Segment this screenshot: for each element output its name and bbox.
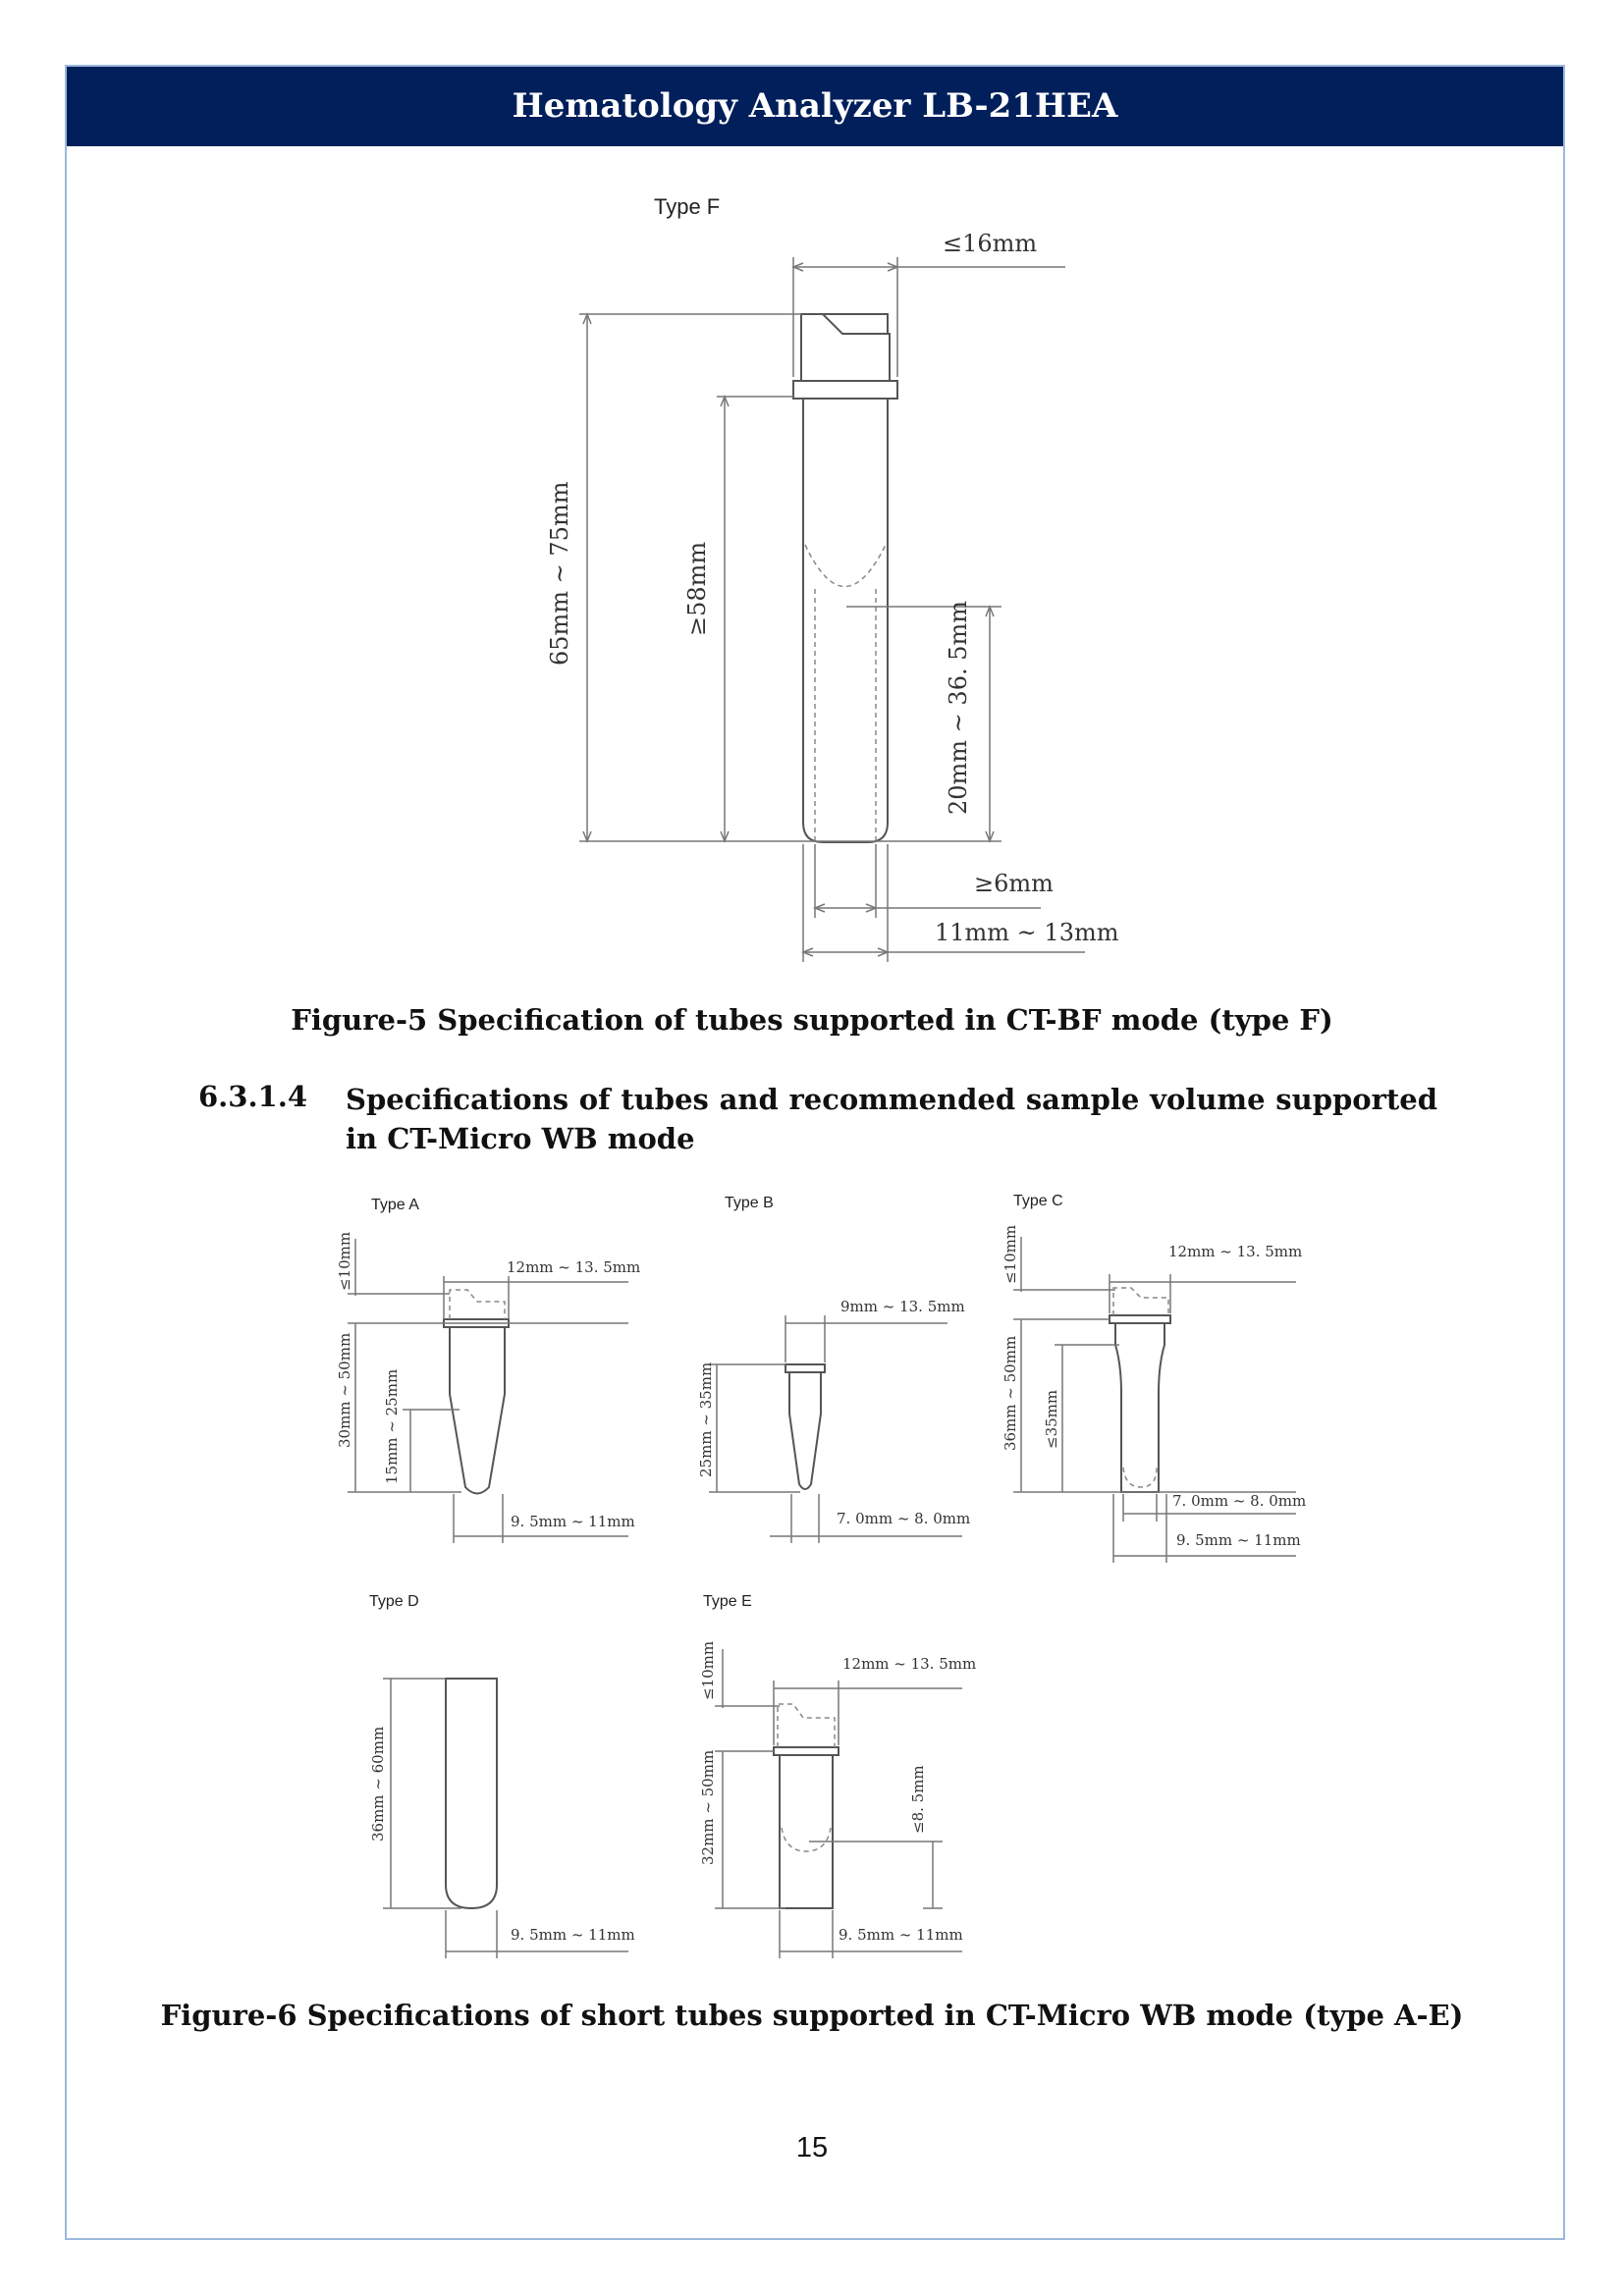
tube-f-top-width: ≤16mm (943, 230, 1038, 257)
type-c-inner: ≤35mm (1043, 1389, 1060, 1449)
type-c-drawing (1001, 1193, 1306, 1563)
tube-f-inner-width: ≥6mm (974, 870, 1054, 897)
type-b-bottom: 7. 0mm ~ 8. 0mm (837, 1510, 971, 1527)
type-d-bottom: 9. 5mm ~ 11mm (511, 1926, 635, 1944)
tube-f-outer-width: 11mm ~ 13mm (935, 919, 1119, 946)
type-a-cone: 15mm ~ 25mm (383, 1368, 401, 1484)
type-a-bottom: 9. 5mm ~ 11mm (511, 1513, 635, 1530)
type-a-width: 12mm ~ 13. 5mm (507, 1258, 641, 1276)
type-e-height: 32mm ~ 50mm (699, 1749, 717, 1865)
page-header-title: Hematology Analyzer LB-21HEA (67, 67, 1563, 146)
section-title: Specifications of tubes and recommended sample volume supported in CT-Micro WB mode (346, 1083, 1437, 1155)
figure-5-caption: Figure-5 Specification of tubes supported in CT-BF mode (type F) (291, 1003, 1333, 1037)
type-c-height: 36mm ~ 50mm (1001, 1335, 1019, 1451)
type-e-label: Type E (703, 1593, 752, 1610)
section-number: 6.3.1.4 (198, 1080, 308, 1113)
type-d-drawing (369, 1593, 635, 1958)
type-a-cap: ≤10mm (336, 1231, 353, 1291)
type-b-drawing (697, 1195, 970, 1543)
type-c-bottom-inner: 7. 0mm ~ 8. 0mm (1172, 1492, 1307, 1510)
type-a-height: 30mm ~ 50mm (336, 1332, 353, 1448)
type-d-label: Type D (369, 1593, 419, 1610)
tube-f-body-height: ≥58mm (683, 541, 711, 636)
type-c-cap: ≤10mm (1001, 1224, 1019, 1284)
figure-6-caption: Figure-6 Specifications of short tubes supported in CT-Micro WB mode (type A-E) (160, 1999, 1464, 2032)
tube-f-total-height: 65mm ~ 75mm (546, 481, 573, 666)
type-b-height: 25mm ~ 35mm (697, 1362, 715, 1477)
type-e-drawing (699, 1593, 976, 1958)
figure-5-type-label: Type F (654, 194, 721, 219)
type-a-label: Type A (371, 1197, 419, 1213)
type-e-bottom: 9. 5mm ~ 11mm (839, 1926, 963, 1944)
type-a-drawing (336, 1197, 640, 1543)
type-c-width: 12mm ~ 13. 5mm (1168, 1243, 1303, 1260)
type-e-cap: ≤10mm (699, 1640, 717, 1700)
type-d-height: 36mm ~ 60mm (369, 1726, 387, 1842)
type-e-width: 12mm ~ 13. 5mm (842, 1655, 977, 1673)
type-b-label: Type B (725, 1195, 774, 1211)
type-e-inner: ≤8. 5mm (909, 1765, 927, 1834)
page-number: 15 (795, 2132, 829, 2163)
type-c-bottom: 9. 5mm ~ 11mm (1176, 1531, 1301, 1549)
type-c-label: Type C (1013, 1193, 1063, 1209)
tube-f-bottom-height: 20mm ~ 36. 5mm (945, 600, 972, 815)
type-b-width: 9mm ~ 13. 5mm (840, 1298, 965, 1315)
